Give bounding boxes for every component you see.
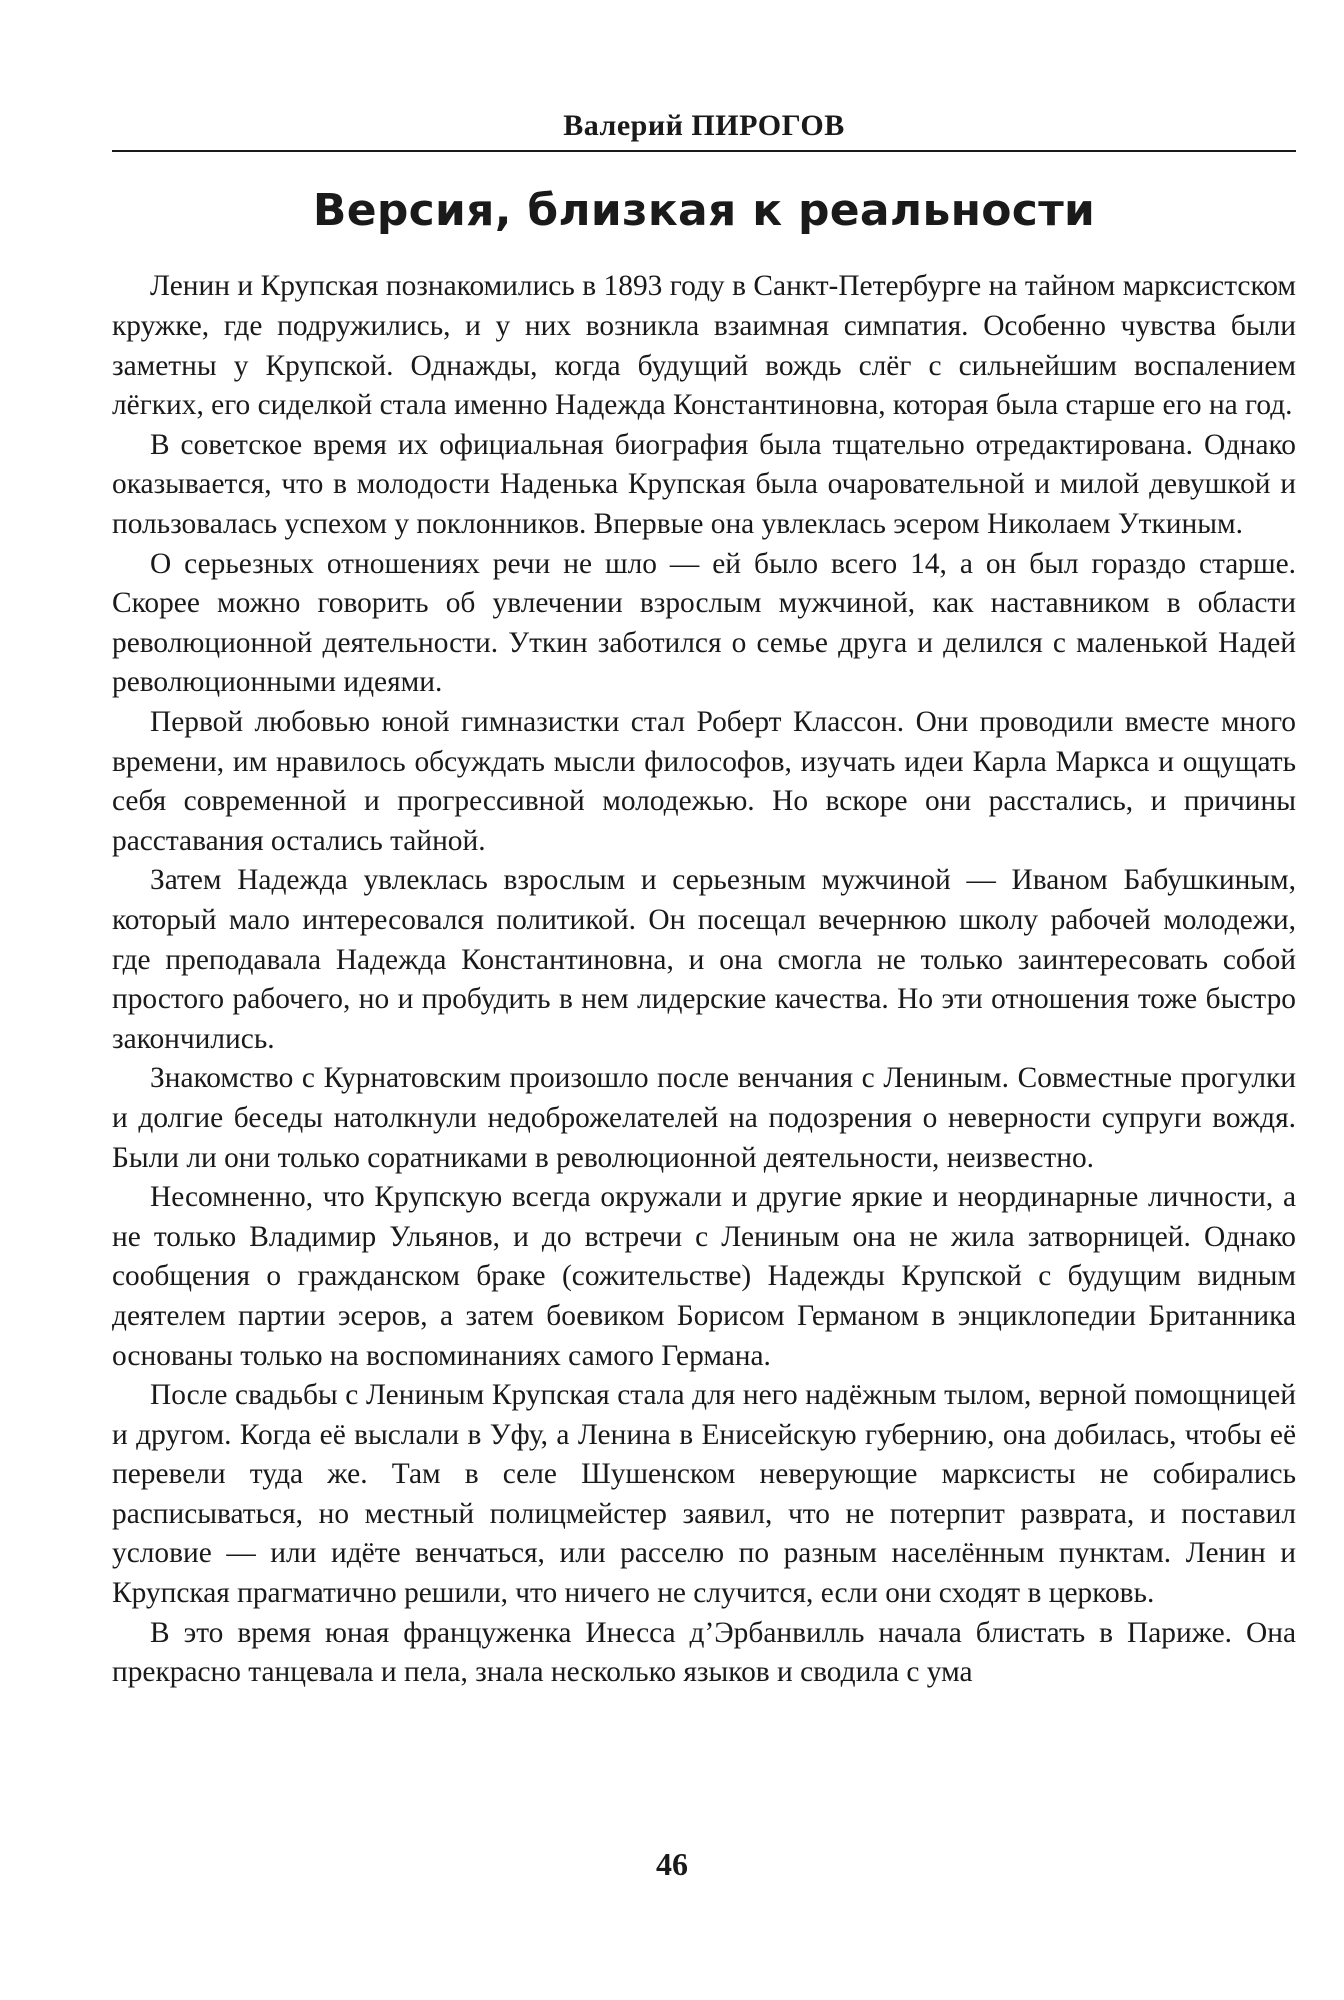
article-body — [112, 267, 1296, 1692]
paragraph: Знакомство с Курнатовским произошло после венчания с Лениным. Совместные прогулки и долгие беседы натолкнули недоброжелателей на подозрения о неверности супруги вождя. Были ли они только соратниками в революционной деятельности, неизвестно. — [112, 1062, 1296, 1174]
paragraph: В это время юная француженка Инесса д’Эрбанвилль начала блистать в Париже. Она прекрасно танцевала и пела, знала несколько языков и сводила с ума — [112, 1616, 1296, 1689]
article-title: Версия, близкая к реальности — [312, 185, 1096, 236]
paragraph: Несомненно, что Крупскую всегда окружали и другие яркие и неординарные личности, а не только Владимир Ульянов, и до встречи с Лениным она не жила затворницей. Однако сообщения о гражданском браке (сожительстве) Надежды Крупской с будущим видным деятелем партии эсеров, а затем боевиком Борисом Германом в энциклопедии Британника основаны только на воспоминаниях самого Германа. — [112, 1181, 1296, 1372]
paragraph: После свадьбы с Лениным Крупская стала для него надёжным тылом, верной помощницей и другом. Когда её выслали в Уфу, а Ленина в Енисейскую губернию, она добилась, чтобы её перевели туда же. Там в селе Шушенском неверующие марксисты не собирались расписываться, но местный полицмейстер заявил, что не потерпит разврата, и поставил условие — или идёте венчаться, или расселю по разным населённым пунктам. Ленин и Крупская прагматично решили, что ничего не случится, если они сходят в церковь. — [112, 1379, 1296, 1610]
paragraph: Затем Надежда увлеклась взрослым и серьезным мужчиной — Иваном Бабушкиным, который мало интересовался политикой. Он посещал вечернюю школу рабочей молодежи, где преподавала Надежда Константиновна, и она смогла не только заинтересовать собой простого рабочего, но и пробудить в нем лидерские качества. Но эти отношения тоже быстро закончились. — [112, 864, 1296, 1055]
paragraph: О серьезных отношениях речи не шло — ей было всего 14, а он был гораздо старше. Скорее можно говорить об увлечении взрослым мужчиной, как наставником в области революционной деятельности. Уткин заботился о семье друга и делился с маленькой Надей революционными идеями. — [112, 547, 1296, 699]
page-number: 46 — [656, 1846, 688, 1882]
paragraph: Ленин и Крупская познакомились в 1893 году в Санкт-Петербурге на тайном марксистском кружке, где подружились, и у них возникла взаимная симпатия. Особенно чувства были заметны у Крупской. Однажды, когда будущий вождь слёг с сильнейшим воспалением лёгких, его сиделкой стала именно Надежда Константиновна, которая была старше его на год. — [112, 270, 1296, 422]
paragraph: В советское время их официальная биография была тщательно отредактирована. Однако оказывается, что в молодости Наденька Крупская была очаровательной и милой девушкой и пользовалась успехом у поклонников. Впервые она увлеклась эсером Николаем Уткиным. — [112, 428, 1296, 541]
header-rule — [112, 150, 1296, 152]
page-content — [112, 108, 1296, 1693]
running-head-author: Валерий ПИРОГОВ — [563, 109, 845, 142]
paragraph: Первой любовью юной гимназистки стал Роберт Классон. Они проводили вместе много времени, им нравилось обсуждать мысли философов, изучать идеи Карла Маркса и ощущать себя современной и прогрессивной молодежью. Но вскоре они расстались, и причины расставания остались тайной. — [112, 706, 1296, 857]
